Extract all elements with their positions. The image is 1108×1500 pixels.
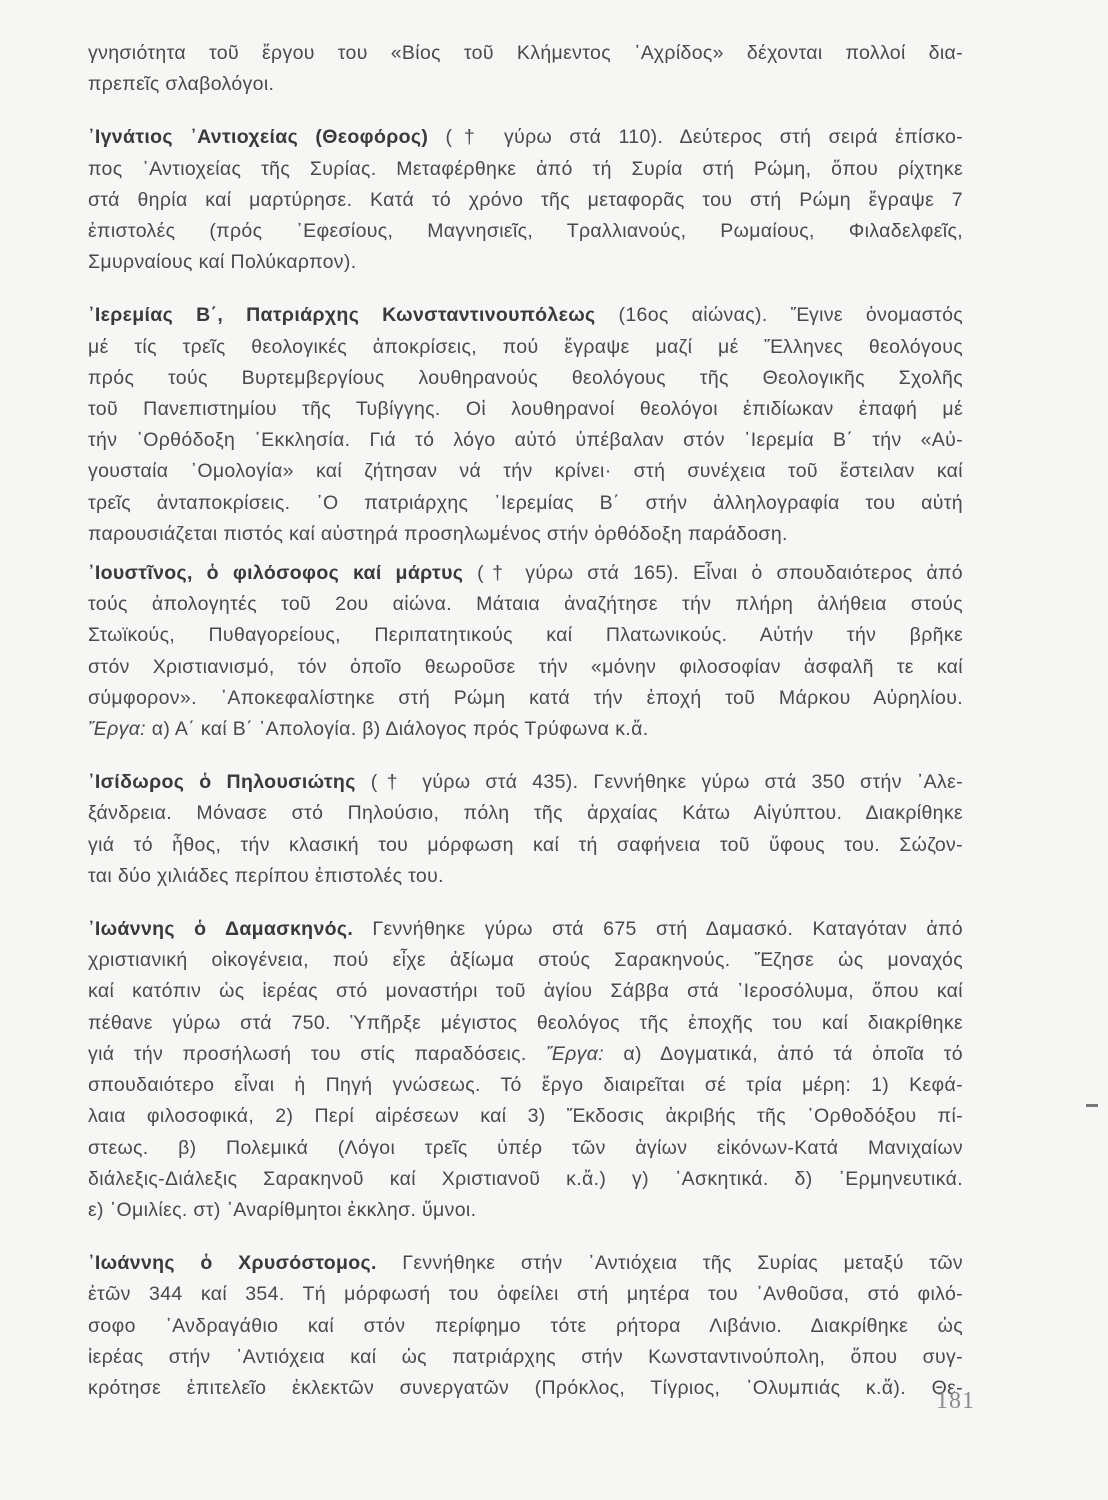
entry-text: γιά τήν προσήλωσή του στίς παραδόσεις. (88, 1042, 547, 1065)
entry-john-chrysostom (88, 1248, 963, 1404)
scan-edge-mark (1086, 1104, 1098, 1107)
text-line: στεως. β) Πολεμικά (Λόγοι τρεῖς ὑπέρ τῶν ἁγίων εἰκόνων-Κατά Μανιχαίων (88, 1136, 963, 1159)
text-line: γνησιότητα τοῦ ἔργου του «Βίος τοῦ Κλήμεντος ᾿Αχρίδος» δέχονται πολλοί δια- (88, 42, 963, 64)
entry-lemma: ᾿Ιωάννης ὁ Δαμασκηνός. (88, 918, 354, 941)
text-line: ται δύο χιλιάδες περίπου ἐπιστολές του. (88, 864, 444, 887)
entry-first-line (88, 1248, 963, 1279)
entry-justin (88, 558, 963, 745)
text-line: Σμυρναίους καί Πολύκαρπον). (88, 251, 357, 274)
text-line: γουσταία ᾿Ομολογία» καί ζήτησαν νά τήν κρίνει· στή συνέχεια τοῦ ἔστειλαν καί (88, 460, 963, 483)
text-line: γιά τό ἦθος, τήν κλασική του μόρφωση καί τή σαφήνεια τοῦ ὕφους του. Σώζον- (88, 833, 963, 856)
text-line: στά θηρία καί μαρτύρησε. Κατά τό χρόνο τῆς μεταφορᾶς του στή Ρώμη ἔγραψε 7 (88, 188, 963, 211)
works-text: α) Δογματικά, ἀπό τά ὁποῖα τό (604, 1042, 964, 1065)
text-line: πρεπεῖς σλαβολόγοι. (88, 73, 275, 96)
entry-lemma: ᾿Ιουστῖνος, ὁ φιλόσοφος καί μάρτυς (88, 562, 464, 585)
entry-ignatius (88, 122, 963, 278)
intro-paragraph (88, 38, 963, 100)
works-text: α) Α΄ καί Β΄ ᾿Απολογία. β) Διάλογος πρός Τρύφωνα κ.ἄ. (145, 718, 649, 741)
entry-lemma: ᾿Ισίδωρος ὁ Πηλουσιώτης (88, 771, 356, 794)
entry-first-line (88, 558, 963, 589)
text-line: παρουσιάζεται πιστός καί αὐστηρά προσηλωμένος στήν ὀρθόδοξη παράδοση. (88, 522, 788, 545)
text-line: τρεῖς ἀνταποκρίσεις. ᾿Ο πατριάρχης ᾿Ιερεμίας Β΄ στήν ἀλληλογραφία του αὐτή (88, 491, 963, 514)
text-line: ἱερέας στήν ᾿Αντιόχεια καί ὡς πατριάρχης στήν Κωνσταντινούπολη, ὅπου συγ- (88, 1345, 963, 1368)
entry-john-damascene (88, 914, 963, 1226)
entry-text: († γύρω στά 110). Δεύτερος στή σειρά ἐπίσκο- (428, 126, 963, 149)
text-line: σπουδαιότερο εἶναι ἡ Πηγή γνώσεως. Τό ἔργο διαιρεῖται σέ τρία μέρη: 1) Κεφά- (88, 1074, 963, 1097)
entry-lemma: ᾿Ιωάννης ὁ Χρυσόστομος. (88, 1252, 377, 1275)
entry-text: († γύρω στά 435). Γεννήθηκε γύρω στά 350 στήν ᾿Αλε- (355, 771, 963, 794)
text-line: τούς ἀπολογητές τοῦ 2ου αἰώνα. Μάταια ἀναζήτησε τήν πλήρη ἀλήθεια στούς (88, 593, 963, 616)
text-line: πέθανε γύρω στά 750. Ὑπῆρξε μέγιστος θεολόγος τῆς ἐποχῆς του καί διακρίθηκε (88, 1011, 963, 1034)
text-line: κρότησε ἐπιτελεῖο ἐκλεκτῶν συνεργατῶν (Πρόκλος, Τίγριος, ᾿Ολυμπιάς κ.ἄ). Θε- (88, 1376, 963, 1399)
text-line: σύμφορον». ᾿Αποκεφαλίστηκε στή Ρώμη κατά τήν ἐποχή τοῦ Μάρκου Αὐρηλίου. (88, 686, 963, 709)
text-line: λαια φιλοσοφικά, 2) Περί αἱρέσεων καί 3) Ἔκδοσις ἀκριβής τῆς ᾿Ορθοδόξου πί- (88, 1105, 963, 1128)
works-line (88, 1039, 963, 1070)
text-line: καί κατόπιν ὡς ἱερέας στό μοναστήρι τοῦ ἁγίου Σάββα στά ᾿Ιεροσόλυμα, ὅπου καί (88, 980, 963, 1003)
works-line (88, 714, 963, 745)
text-line: ἐπιστολές (πρός ᾿Εφεσίους, Μαγνησιεῖς, Τραλλιανούς, Ρωμαίους, Φιλαδελφεῖς, (88, 220, 963, 243)
text-line: χριστιανική οἰκογένεια, πού εἶχε ἀξίωμα στούς Σαρακηνούς. Ἔζησε ὡς μοναχός (88, 949, 963, 972)
text-line: σοφο ᾿Ανδραγάθιο καί στόν περίφημο τότε ρήτορα Λιβάνιο. Διακρίθηκε ὡς (88, 1314, 963, 1337)
entry-text: († γύρω στά 165). Εἶναι ὁ σπουδαιότερος ἀπό (463, 562, 963, 585)
works-label: Ἔργα: (88, 718, 146, 741)
text-line: πος ᾿Αντιοχείας τῆς Συρίας. Μεταφέρθηκε ἀπό τή Συρία στή Ρώμη, ὅπου ρίχτηκε (88, 157, 963, 180)
entry-text: Γεννήθηκε στήν ᾿Αντιόχεια τῆς Συρίας μεταξύ τῶν (376, 1252, 963, 1275)
entry-first-line (88, 914, 963, 945)
entry-first-line (88, 767, 963, 798)
text-line: τοῦ Πανεπιστημίου τῆς Τυβίγγης. Οἱ λουθηρανοί θεολόγοι ἐπιδίωκαν ἐπαφή μέ (88, 398, 963, 421)
text-line: ε) ᾿Ομιλίες. στ) ᾿Αναρίθμητοι ἐκκλησ. ὕμνοι. (88, 1198, 477, 1221)
text-line: μέ τίς τρεῖς θεολογικές ἀποκρίσεις, πού ἔγραψε μαζί μέ Ἕλληνες θεολόγους (88, 335, 963, 358)
text-line: πρός τούς Βυρτεμβεργίους λουθηρανούς θεολόγους τῆς Θεολογικῆς Σχολῆς (88, 366, 963, 389)
page-number: 181 (936, 1388, 975, 1414)
entry-isidore (88, 767, 963, 892)
entry-first-line (88, 122, 963, 153)
entry-text: Γεννήθηκε γύρω στά 675 στή Δαμασκό. Καταγόταν ἀπό (353, 918, 963, 941)
text-line: στόν Χριστιανισμό, τόν ὁποῖο θεωροῦσε τήν «μόνην φιλοσοφίαν ἀσφαλῆ τε καί (88, 655, 963, 678)
entry-text: (16ος αἰώνας). Ἔγινε ὀνομαστός (595, 304, 964, 327)
entry-lemma: ᾿Ιγνάτιος ᾿Αντιοχείας (Θεοφόρος) (88, 126, 429, 149)
text-line: ξάνδρεια. Μόνασε στό Πηλούσιο, πόλη τῆς ἀρχαίας Κάτω Αἰγύπτου. Διακρίθηκε (88, 802, 963, 825)
entry-jeremias (88, 300, 963, 550)
works-label: Ἔργα: (546, 1042, 605, 1065)
text-line: ἐτῶν 344 καί 354. Τή μόρφωσή του ὀφείλει στή μητέρα του ᾿Ανθοῦσα, στό φιλό- (88, 1283, 963, 1306)
text-line: τήν ᾿Ορθόδοξη ᾿Εκκλησία. Γιά τό λόγο αὐτό ὑπέβαλαν στόν ᾿Ιερεμία Β΄ τήν «Αὐ- (88, 429, 963, 452)
entry-lemma: ᾿Ιερεμίας Β΄, Πατριάρχης Κωνσταντινουπόλεως (88, 304, 596, 327)
text-line: διάλεξις-Διάλεξις Σαρακηνοῦ καί Χριστιανοῦ κ.ἄ.) γ) ᾿Ασκητικά. δ) ᾿Ερμηνευτικά. (88, 1167, 963, 1190)
text-line: Στωϊκούς, Πυθαγορείους, Περιπατητικούς καί Πλατωνικούς. Αὐτήν τήν βρῆκε (88, 624, 963, 647)
entry-first-line (88, 300, 963, 331)
